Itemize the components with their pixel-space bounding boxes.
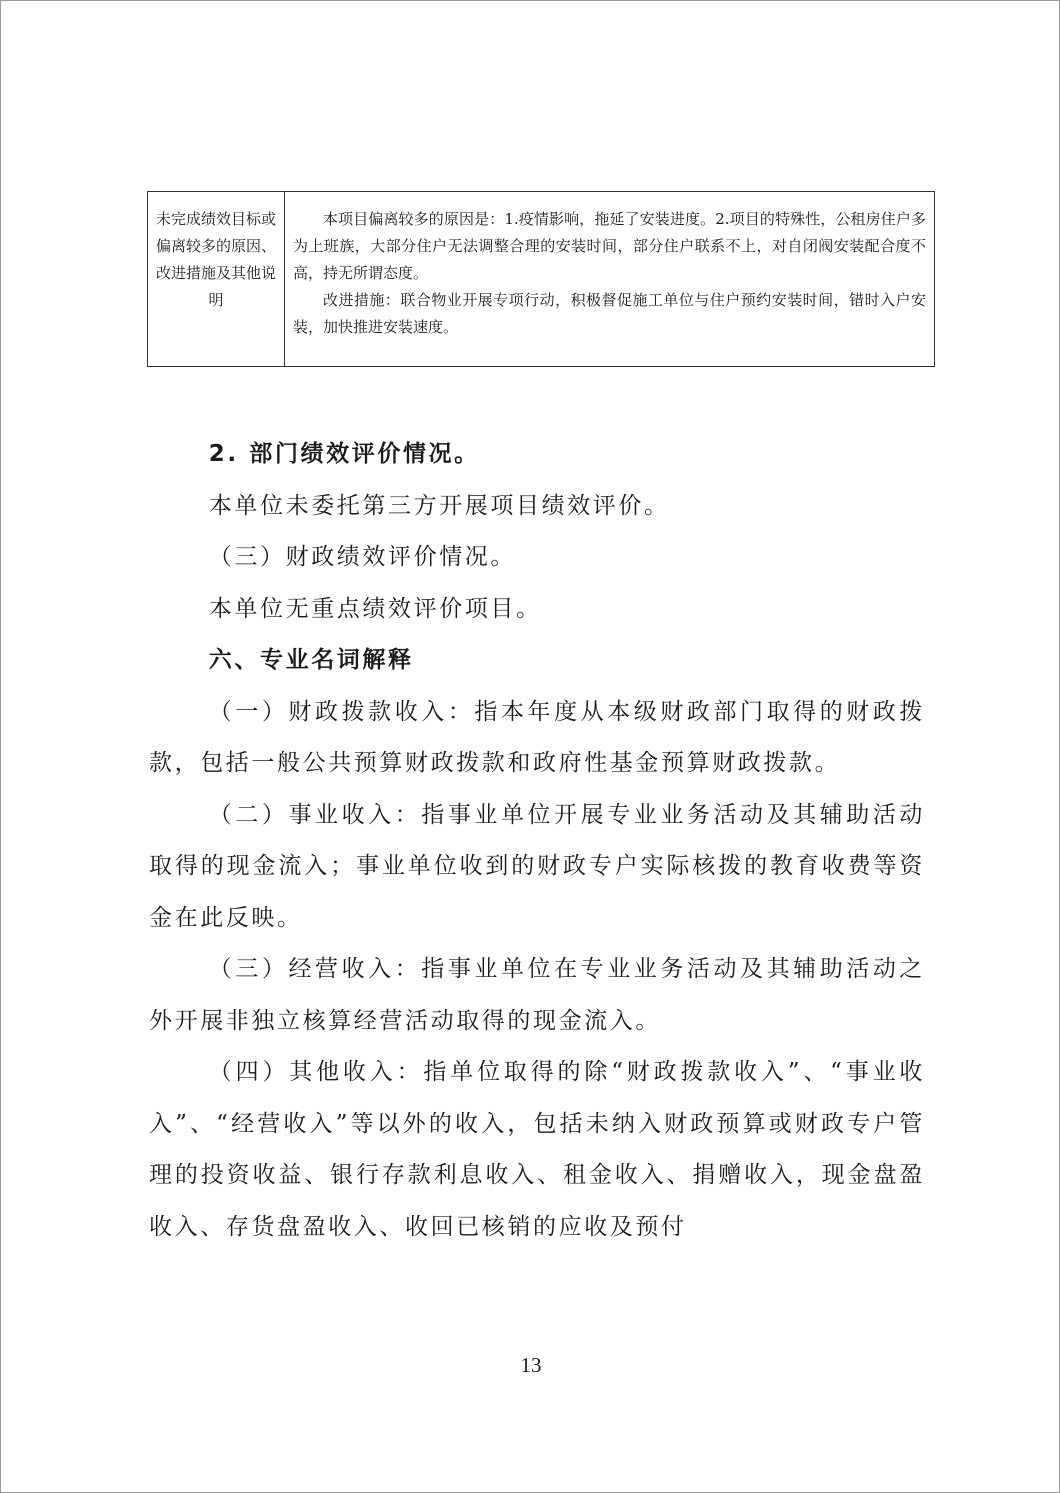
term-definition: 指事业单位在专业业务活动及其辅助活动之外开展非独立核算经营活动取得的现金流入。 <box>149 956 925 1034</box>
fiscal-eval-text: 本单位无重点绩效评价项目。 <box>208 595 542 622</box>
term-name: （四）其他收入： <box>208 1059 424 1085</box>
term-definition: 指本年度从本级财政部门取得的财政拨款，包括一般公共预算财政拨款和政府性基金预算财政拨款。 <box>149 698 926 776</box>
fiscal-eval-heading: （三）财政绩效评价情况。 <box>208 544 516 570</box>
term-definition: 指事业单位开展专业业务活动及其辅助活动取得的现金流入；事业单位收到的财政专户实际核拨的教育收费等资金在此反映。 <box>149 801 925 931</box>
term-paragraph <box>149 944 925 1047</box>
dept-eval-text: 本单位未委托第三方开展项目绩效评价。 <box>208 492 670 519</box>
term-paragraph <box>149 687 925 790</box>
table-row <box>148 192 935 367</box>
term-name: （一）财政拨款收入： <box>208 698 475 725</box>
term-name: （三）经营收入： <box>208 956 422 982</box>
body-text <box>149 429 925 1253</box>
table-label-cell: 未完成绩效目标或偏离较多的原因、改进措施及其他说明 <box>148 192 285 367</box>
terms-heading: 六、专业名词解释 <box>208 647 414 673</box>
improvement-measures-text: 改进措施：联合物业开展专项行动，积极督促施工单位与住户预约安装时间，错时入户安装，加快推进安装速度。 <box>293 291 926 336</box>
term-paragraph <box>149 790 925 945</box>
deviation-reason-text: 本项目偏离较多的原因是：1.疫情影响，拖延了安装进度。2.项目的特殊性，公租房住户多为上班族，大部分住户无法调整合理的安装时间，部分住户联系不上，对自闭阀安装配合度不高，持无所谓态度。 <box>293 210 926 282</box>
table-content-cell <box>285 192 935 367</box>
term-name: （二）事业收入： <box>208 801 422 828</box>
term-definition: 指单位取得的除“财政拨款收入”、“事业收入”、“经营收入”等以外的收入，包括未纳入财政预算或财政专户管理的投资收益、银行存款利息收入、租金收入、捐赠收入，现金盘盈收入、存货盘盈收入、收回已核销的应收及预付 <box>149 1059 925 1240</box>
term-paragraph <box>149 1047 925 1253</box>
page-number: 13 <box>520 1353 542 1377</box>
dept-eval-heading: 2. 部门绩效评价情况。 <box>208 441 480 467</box>
performance-table <box>147 191 935 367</box>
